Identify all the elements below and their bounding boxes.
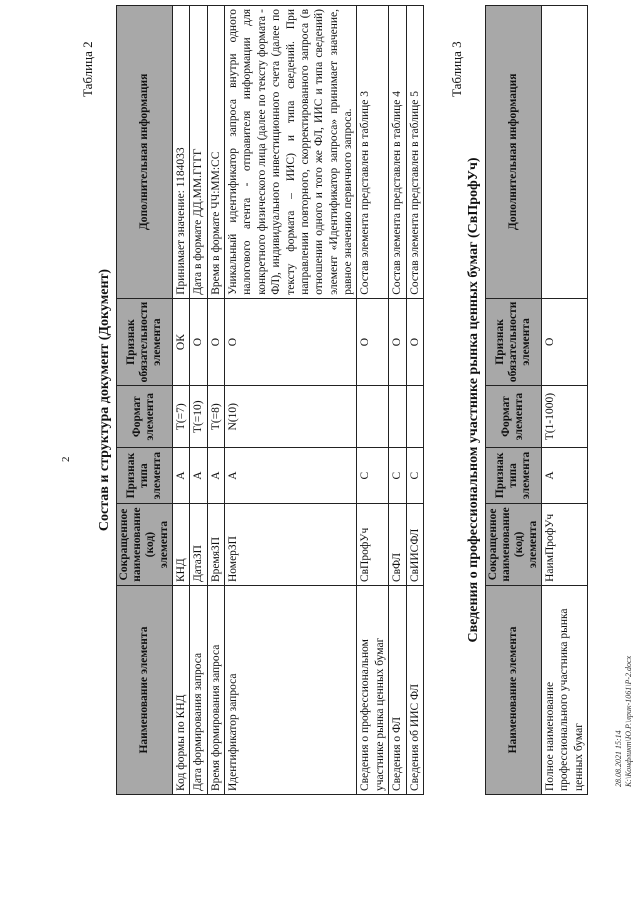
cell-format: T(1-1000)	[541, 386, 587, 448]
cell-required: ОК	[172, 298, 189, 386]
cell-code: ДатаЗП	[190, 504, 207, 586]
cell-info: Дата в формате ДД.ММ.ГГГГ	[190, 6, 207, 299]
page-number: 2	[60, 456, 72, 462]
cell-format: T(=7)	[172, 386, 189, 448]
cell-required: О	[207, 298, 224, 386]
cell-format	[406, 386, 423, 448]
table-row	[357, 6, 389, 795]
cell-required: О	[357, 298, 389, 386]
table3	[485, 5, 588, 795]
cell-info: Состав элемента представлен в таблице 4	[389, 6, 406, 299]
table2-title: Состав и структура документ (Документ)	[97, 268, 112, 532]
table-row	[406, 6, 423, 795]
cell-name: Полное наименование профессионального участника рынка ценных бумаг	[541, 585, 587, 794]
table-row	[541, 6, 587, 795]
cell-name: Сведения о профессиональном участнике рынка ценных бумаг	[357, 586, 389, 795]
cell-required: О	[406, 298, 423, 386]
table-row	[225, 6, 357, 795]
table3-header-name: Наименование элемента	[486, 585, 542, 794]
cell-required: О	[541, 298, 587, 386]
cell-type: А	[225, 448, 357, 504]
cell-name: Дата формирования запроса	[190, 586, 207, 795]
document-footer	[614, 656, 633, 787]
cell-type: С	[357, 448, 389, 504]
cell-info: Уникальный идентификатор запроса внутри одного налогового агента - отправителя информации для конкретного физического лица (далее по тексту формата - ФЛ), индивидуального инвестиционного счета (далее по тексту формата – ИИС) и типа сведений. При направлении повторного, скорректированного запроса (в отношении одного и того же ФЛ, ИИС и типа сведений) элемент «Идентификатор запроса» принимает значение, равное значению первичного запроса.	[225, 6, 357, 299]
table-row	[172, 6, 189, 795]
table3-header-code: Сокращенное наименование (код) элемента	[486, 503, 542, 585]
cell-code: НаимПрофУч	[541, 503, 587, 585]
table2	[116, 5, 424, 795]
table-row	[207, 6, 224, 795]
cell-format: T(=8)	[207, 386, 224, 448]
footer-timestamp: 28.08.2021 15:14	[614, 730, 623, 787]
cell-name: Время формирования запроса	[207, 586, 224, 795]
table2-header-required: Признак обязательности элемента	[117, 298, 173, 386]
cell-code: КНД	[172, 504, 189, 586]
table2-header-format: Формат элемента	[117, 386, 173, 448]
table2-header-code: Сокращенное наименование (код) элемента	[117, 504, 173, 586]
footer-filepath: К:\Конфликт\Ю.Р.\лрик-1061\Р-2.docx	[623, 655, 633, 787]
cell-info: Состав элемента представлен в таблице 3	[357, 6, 389, 299]
cell-type: А	[172, 448, 189, 504]
cell-type: А	[541, 447, 587, 503]
cell-format	[357, 386, 389, 448]
table2-header-info: Дополнительная информация	[117, 6, 173, 299]
cell-required: О	[190, 298, 207, 386]
table2-header-row	[117, 6, 173, 795]
table2-header-name: Наименование элемента	[117, 586, 173, 795]
table3-header-row	[486, 6, 542, 795]
cell-format: T(=10)	[190, 386, 207, 448]
table2-header-type: Признак типа элемента	[117, 448, 173, 504]
cell-format: N(10)	[225, 386, 357, 448]
cell-type: А	[207, 448, 224, 504]
cell-format	[389, 386, 406, 448]
cell-type: С	[406, 448, 423, 504]
table3-header-required: Признак обязательности элемента	[486, 298, 542, 386]
cell-required: О	[225, 298, 357, 386]
cell-info: Состав элемента представлен в таблице 5	[406, 6, 423, 299]
table3-label: Таблица 3	[449, 41, 464, 97]
cell-name: Сведения об ИИС ФЛ	[406, 586, 423, 795]
cell-code: НомерЗП	[225, 504, 357, 586]
cell-name: Сведения о ФЛ	[389, 586, 406, 795]
cell-code: ВремяЗП	[207, 504, 224, 586]
cell-name: Идентификатор запроса	[225, 586, 357, 795]
cell-info	[541, 6, 587, 299]
cell-name: Код формы по КНД	[172, 586, 189, 795]
table3-header-info: Дополнительная информация	[486, 6, 542, 299]
table-row	[190, 6, 207, 795]
cell-code: СвПрофУч	[357, 504, 389, 586]
cell-required: О	[389, 298, 406, 386]
cell-info: Принимает значение: 1184033	[172, 6, 189, 299]
table3-header-format: Формат элемента	[486, 386, 542, 448]
cell-type: А	[190, 448, 207, 504]
table2-label: Таблица 2	[80, 41, 95, 97]
cell-info: Время в формате ЧЧ:ММ:СС	[207, 6, 224, 299]
cell-code: СвИИСФЛ	[406, 504, 423, 586]
cell-code: СвФЛ	[389, 504, 406, 586]
cell-type: С	[389, 448, 406, 504]
table3-header-type: Признак типа элемента	[486, 447, 542, 503]
table3-title: Сведения о профессиональном участнике рынка ценных бумаг (СвПрофУч)	[466, 157, 481, 643]
table-row	[389, 6, 406, 795]
